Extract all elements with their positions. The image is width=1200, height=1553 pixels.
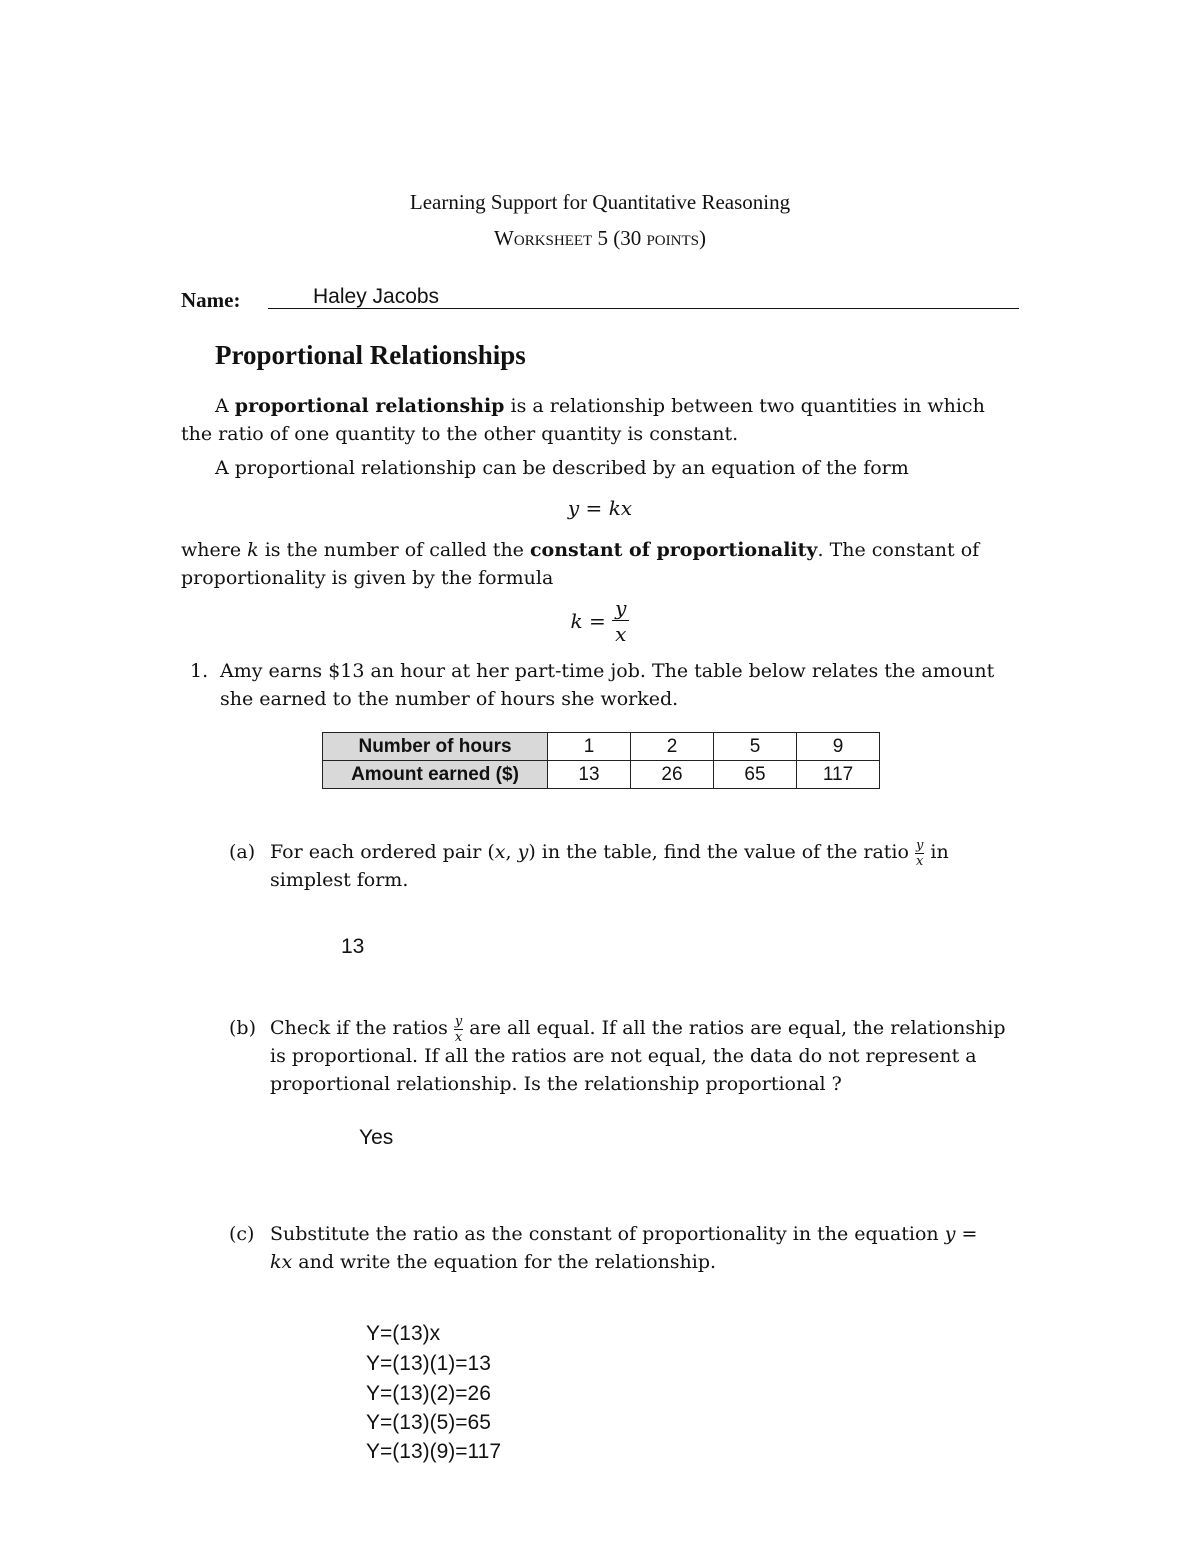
part-b-answer[interactable]: Yes — [359, 1126, 394, 1149]
formula-k: k — [570, 609, 583, 633]
name-value[interactable]: Haley Jacobs — [313, 285, 440, 308]
table-cell: 65 — [714, 761, 797, 789]
equation-equals: = — [579, 496, 609, 520]
formula-numerator: y — [612, 598, 629, 621]
table-row-hours — [323, 733, 880, 761]
part-c-y-eq: y = — [944, 1223, 978, 1245]
part-b-line-1 — [270, 1014, 1030, 1044]
table-header-hours: Number of hours — [323, 733, 548, 761]
part-a-text-3: in — [930, 841, 949, 863]
part-c-text-2: and write the equation for the relationship. — [298, 1251, 717, 1273]
part-a-frac-den: x — [916, 853, 924, 869]
equation-kx: kx — [608, 496, 633, 520]
intro-suffix: is a relationship between two quantities in which — [510, 395, 985, 417]
intro-bold-term: proportional relationship — [234, 395, 505, 417]
part-b-line-3: proportional relationship. Is the relationship proportional ? — [270, 1073, 842, 1095]
part-a-text-1: For each ordered pair ( — [270, 841, 495, 863]
part-a-y: y — [517, 841, 529, 863]
where-bold-term: constant of proportionality — [529, 539, 818, 561]
intro-line-1 — [215, 392, 1035, 420]
worksheet-subtitle: Worksheet 5 (30 points) — [494, 226, 706, 250]
part-c-answer-4[interactable]: Y=(13)(5)=65 — [366, 1411, 491, 1434]
part-b-fraction — [454, 1015, 463, 1044]
part-c-line-1 — [270, 1220, 1030, 1248]
document-title: Learning Support for Quantitative Reasoning — [409, 190, 791, 214]
where-text-3: . The constant of — [817, 539, 980, 561]
part-a-fraction — [915, 839, 924, 868]
where-line-2: proportionality is given by the formula — [181, 567, 554, 589]
table-cell: 5 — [714, 733, 797, 761]
part-c-line-2 — [270, 1248, 1030, 1276]
formula-equals: = — [582, 609, 613, 633]
part-c-text-1: Substitute the ratio as the constant of proportionality in the equation — [270, 1223, 939, 1245]
question-1-number: 1. — [190, 660, 209, 682]
intro-line-2: the ratio of one quantity to the other quantity is constant. — [181, 423, 739, 445]
equation-y: y — [567, 496, 580, 520]
table-cell: 117 — [797, 761, 880, 789]
table-cell: 13 — [548, 761, 631, 789]
table-cell: 26 — [631, 761, 714, 789]
part-a-line-2: simplest form. — [270, 869, 409, 891]
where-text-2: is the number of called the — [264, 539, 524, 561]
intro-prefix: A — [215, 395, 229, 417]
part-a-answer[interactable]: 13 — [341, 935, 365, 958]
hours-earnings-table — [322, 732, 880, 789]
name-label: Name: — [181, 288, 241, 312]
part-c-answer-2[interactable]: Y=(13)(1)=13 — [366, 1352, 491, 1375]
part-b-frac-num: y — [454, 1013, 463, 1029]
question-1-line-2: she earned to the number of hours she worked. — [220, 688, 679, 710]
part-c-label: (c) — [229, 1223, 255, 1245]
formula-fraction — [612, 598, 629, 644]
part-a-label: (a) — [229, 841, 256, 863]
part-a-frac-num: y — [916, 837, 924, 853]
part-a-line-1 — [270, 838, 1030, 868]
part-a-comma: , — [505, 841, 518, 863]
part-b-frac-den: x — [454, 1029, 463, 1045]
part-c-kx: kx — [270, 1251, 293, 1273]
part-b-label: (b) — [229, 1017, 256, 1039]
section-title: Proportional Relationships — [215, 340, 526, 370]
table-cell: 2 — [631, 733, 714, 761]
where-k: k — [247, 539, 259, 561]
part-b-text-1: Check if the ratios — [270, 1017, 448, 1039]
part-a-x: x — [494, 841, 506, 863]
formula-display — [0, 598, 1200, 644]
where-text-1: where — [181, 539, 242, 561]
equation-intro: A proportional relationship can be described by an equation of the form — [215, 457, 909, 479]
table-header-amount: Amount earned ($) — [323, 761, 548, 789]
formula-denominator: x — [615, 622, 627, 646]
part-b-text-2: are all equal. If all the ratios are equal, the relationship — [469, 1017, 1006, 1039]
part-a-text-2: ) in the table, find the value of the ratio — [528, 841, 909, 863]
question-1-line-1: Amy earns $13 an hour at her part-time job. The table below relates the amount — [220, 660, 995, 682]
part-c-answer-5[interactable]: Y=(13)(9)=117 — [366, 1440, 502, 1463]
where-line-1 — [181, 536, 1031, 564]
part-c-answer-1[interactable]: Y=(13)x — [366, 1322, 441, 1345]
part-c-answer-3[interactable]: Y=(13)(2)=26 — [366, 1382, 491, 1405]
table-cell: 9 — [797, 733, 880, 761]
equation-display — [0, 496, 1200, 520]
part-b-line-2: is proportional. If all the ratios are not equal, the data do not represent a — [270, 1045, 977, 1067]
table-row-amount — [323, 761, 880, 789]
table-cell: 1 — [548, 733, 631, 761]
